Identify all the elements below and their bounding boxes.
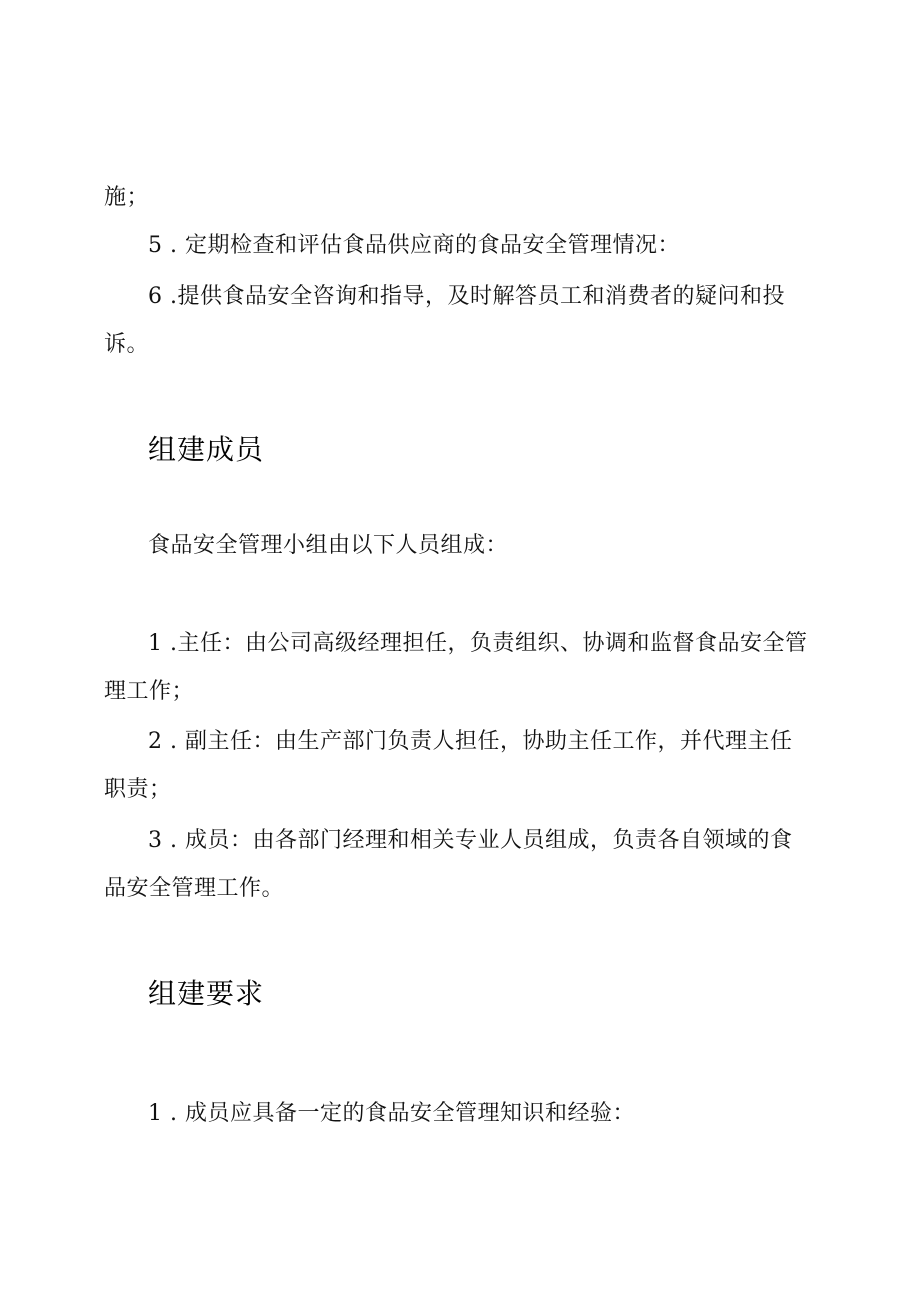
section-heading-requirements: 组建要求	[148, 977, 265, 1010]
member-item-1-line2: 理工作；	[104, 679, 195, 704]
duty-item-6-line1: 6 .提供食品安全咨询和指导，及时解答员工和消费者的疑问和投	[148, 284, 785, 309]
duty-item-6-line2: 诉。	[104, 332, 150, 357]
duty-item-5: 5 . 定期检查和评估食品供应商的食品安全管理情况：	[148, 233, 680, 258]
member-item-3-line2: 品安全管理工作。	[104, 876, 285, 901]
member-item-2-line1: 2 . 副主任：由生产部门负责人担任，协助主任工作，并代理主任	[148, 729, 793, 754]
member-item-3-line1: 3 . 成员：由各部门经理和相关专业人员组成，负责各自领域的食	[148, 828, 793, 853]
member-item-1-line1: 1 .主任：由公司高级经理担任，负责组织、协调和监督食品安全管	[148, 631, 808, 656]
member-item-2-line2: 职责；	[104, 777, 172, 802]
continuation-text: 施；	[104, 185, 150, 210]
requirement-item-1: 1 . 成员应具备一定的食品安全管理知识和经验：	[148, 1101, 635, 1126]
section-heading-members: 组建成员	[148, 433, 265, 466]
members-intro: 食品安全管理小组由以下人员组成：	[148, 533, 509, 558]
